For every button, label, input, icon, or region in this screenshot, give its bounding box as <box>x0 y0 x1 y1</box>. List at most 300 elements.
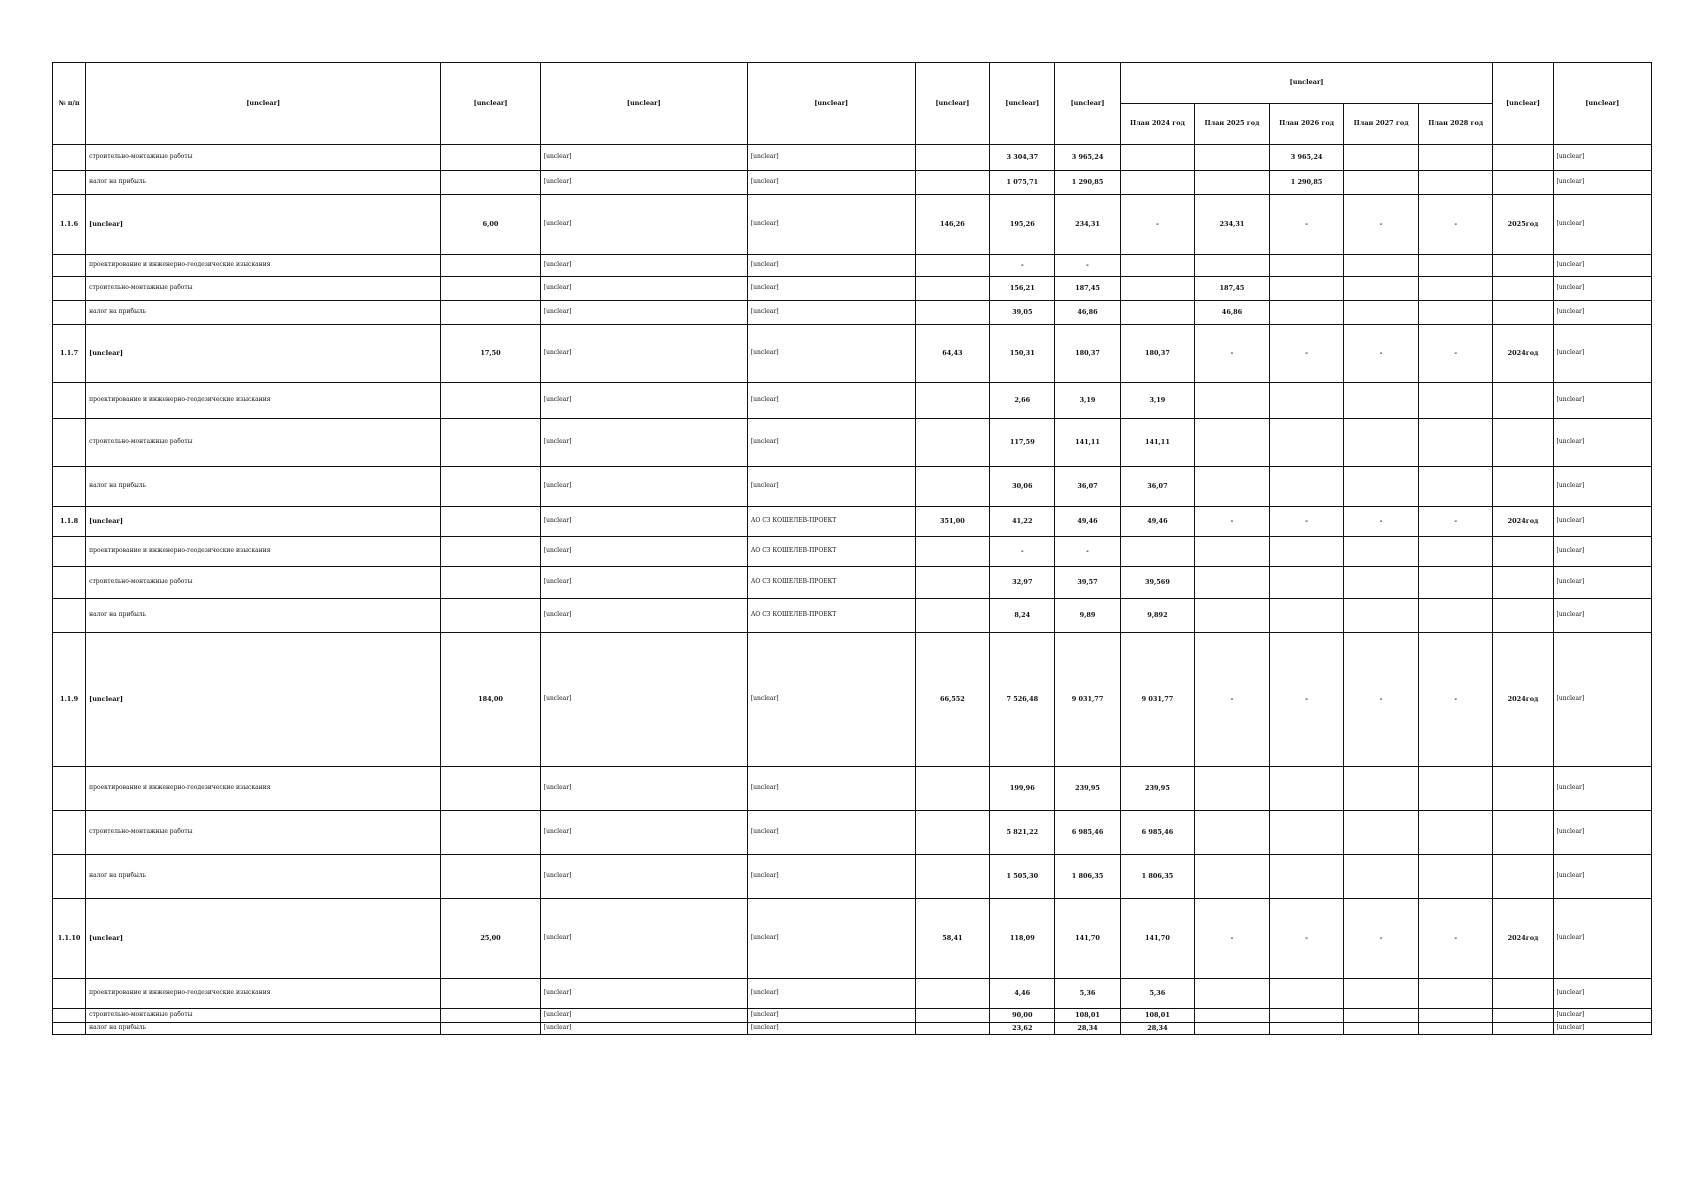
row-num <box>53 383 86 419</box>
row-year-2024 <box>1120 171 1195 195</box>
row-year-2028: - <box>1418 325 1493 383</box>
row-load <box>915 811 990 855</box>
row-year-2026: 3 965,24 <box>1269 145 1344 171</box>
row-year-2026 <box>1269 1023 1344 1035</box>
row-length <box>441 145 540 171</box>
row-load <box>915 567 990 599</box>
table-row-sub <box>53 419 1652 467</box>
row-funding-source: [unclear] <box>1553 325 1651 383</box>
row-year-2024 <box>1120 537 1195 567</box>
row-year-2024: 9 031,77 <box>1120 633 1195 767</box>
row-year-2027 <box>1344 599 1419 633</box>
row-event: проектирование и инженерно-геодезические изыскания <box>86 767 441 811</box>
header-subscriber: [unclear] <box>747 63 915 145</box>
row-object: [unclear] <box>540 145 747 171</box>
row-need-no-vat: - <box>990 255 1055 277</box>
row-connection-date <box>1493 419 1553 467</box>
row-need-vat: 3,19 <box>1055 383 1120 419</box>
row-funding-source: [unclear] <box>1553 507 1651 537</box>
row-connection-date <box>1493 599 1553 633</box>
row-year-2028 <box>1418 567 1493 599</box>
row-need-vat: 5,36 <box>1055 979 1120 1009</box>
row-connection-date <box>1493 979 1553 1009</box>
header-event-name: [unclear] <box>86 63 441 145</box>
row-event: проектирование и инженерно-геодезические изыскания <box>86 383 441 419</box>
row-year-2027 <box>1344 811 1419 855</box>
row-event: налог на прибыль <box>86 599 441 633</box>
row-year-2025: 46,86 <box>1195 301 1270 325</box>
row-year-2026: 1 290,85 <box>1269 171 1344 195</box>
table-row-sub <box>53 145 1652 171</box>
row-year-2028: - <box>1418 507 1493 537</box>
row-need-no-vat: 156,21 <box>990 277 1055 301</box>
row-object: [unclear] <box>540 255 747 277</box>
row-funding-source: [unclear] <box>1553 255 1651 277</box>
row-year-2027 <box>1344 567 1419 599</box>
row-object: [unclear] <box>540 811 747 855</box>
row-need-no-vat: 199,96 <box>990 767 1055 811</box>
row-object: [unclear] <box>540 633 747 767</box>
row-year-2028 <box>1418 467 1493 507</box>
row-year-2024: 108,01 <box>1120 1009 1195 1023</box>
row-year-2025 <box>1195 467 1270 507</box>
row-year-2024: - <box>1120 195 1195 255</box>
row-load: 58,41 <box>915 899 990 979</box>
row-need-vat: 39,57 <box>1055 567 1120 599</box>
row-object: [unclear] <box>540 419 747 467</box>
row-need-vat: 28,34 <box>1055 1023 1120 1035</box>
row-subscriber: АО СЗ КОШЕЛЕВ-ПРОЕКТ <box>747 599 915 633</box>
row-year-2028: - <box>1418 633 1493 767</box>
row-event: [unclear] <box>86 325 441 383</box>
row-year-2028 <box>1418 301 1493 325</box>
row-need-no-vat: 32,97 <box>990 567 1055 599</box>
row-need-vat: 9,89 <box>1055 599 1120 633</box>
row-funding-source: [unclear] <box>1553 1023 1651 1035</box>
row-event: [unclear] <box>86 899 441 979</box>
row-need-no-vat: 90,00 <box>990 1009 1055 1023</box>
row-year-2025 <box>1195 383 1270 419</box>
row-need-vat: 141,70 <box>1055 899 1120 979</box>
header-year-2028: План 2028 год <box>1418 104 1493 145</box>
row-num <box>53 979 86 1009</box>
row-year-2026 <box>1269 383 1344 419</box>
row-object: [unclear] <box>540 277 747 301</box>
row-length <box>441 419 540 467</box>
row-event: строительно-монтажные работы <box>86 811 441 855</box>
row-num <box>53 855 86 899</box>
header-object-name: [unclear] <box>540 63 747 145</box>
row-length <box>441 467 540 507</box>
row-load <box>915 171 990 195</box>
row-event: строительно-монтажные работы <box>86 419 441 467</box>
row-length <box>441 537 540 567</box>
table-row-sub <box>53 301 1652 325</box>
table-row-sub <box>53 811 1652 855</box>
row-year-2025 <box>1195 419 1270 467</box>
row-year-2027 <box>1344 171 1419 195</box>
row-need-vat: 234,31 <box>1055 195 1120 255</box>
row-need-no-vat: 2,66 <box>990 383 1055 419</box>
row-need-no-vat: 39,05 <box>990 301 1055 325</box>
row-event: строительно-монтажные работы <box>86 567 441 599</box>
row-need-no-vat: 4,46 <box>990 979 1055 1009</box>
row-length <box>441 767 540 811</box>
row-year-2025 <box>1195 855 1270 899</box>
row-need-vat: 9 031,77 <box>1055 633 1120 767</box>
header-year-2026: План 2026 год <box>1269 104 1344 145</box>
row-length <box>441 507 540 537</box>
row-event: налог на прибыль <box>86 301 441 325</box>
row-num: 1.1.8 <box>53 507 86 537</box>
row-event: [unclear] <box>86 633 441 767</box>
row-year-2026: - <box>1269 325 1344 383</box>
row-length <box>441 979 540 1009</box>
row-num <box>53 277 86 301</box>
table-body <box>53 145 1652 1035</box>
row-event: проектирование и инженерно-геодезические изыскания <box>86 537 441 567</box>
table-row-sub <box>53 599 1652 633</box>
row-subscriber: [unclear] <box>747 1023 915 1035</box>
row-year-2025: - <box>1195 633 1270 767</box>
row-year-2025 <box>1195 171 1270 195</box>
row-load <box>915 767 990 811</box>
row-year-2024: 36,07 <box>1120 467 1195 507</box>
row-event: строительно-монтажные работы <box>86 277 441 301</box>
row-connection-date: 2024год <box>1493 325 1553 383</box>
row-object: [unclear] <box>540 507 747 537</box>
table-row-sub <box>53 537 1652 567</box>
row-need-no-vat: 5 821,22 <box>990 811 1055 855</box>
row-subscriber: [unclear] <box>747 811 915 855</box>
row-event: налог на прибыль <box>86 171 441 195</box>
row-subscriber: [unclear] <box>747 979 915 1009</box>
row-year-2026: - <box>1269 195 1344 255</box>
row-need-no-vat: 3 304,37 <box>990 145 1055 171</box>
row-year-2028 <box>1418 855 1493 899</box>
row-load <box>915 599 990 633</box>
row-funding-source: [unclear] <box>1553 979 1651 1009</box>
table-row-sub <box>53 1009 1652 1023</box>
row-length: 6,00 <box>441 195 540 255</box>
table-row-sub <box>53 1023 1652 1035</box>
row-need-vat: 1 290,85 <box>1055 171 1120 195</box>
row-year-2027: - <box>1344 325 1419 383</box>
row-year-2024: 239,95 <box>1120 767 1195 811</box>
row-year-2028 <box>1418 171 1493 195</box>
row-year-2028: - <box>1418 899 1493 979</box>
row-need-vat: - <box>1055 537 1120 567</box>
row-subscriber: [unclear] <box>747 325 915 383</box>
row-load <box>915 467 990 507</box>
row-funding-source: [unclear] <box>1553 145 1651 171</box>
row-year-2026 <box>1269 419 1344 467</box>
row-year-2026 <box>1269 1009 1344 1023</box>
row-load: 64,43 <box>915 325 990 383</box>
row-year-2025: - <box>1195 899 1270 979</box>
row-object: [unclear] <box>540 467 747 507</box>
row-object: [unclear] <box>540 325 747 383</box>
row-funding-source: [unclear] <box>1553 633 1651 767</box>
row-num <box>53 467 86 507</box>
row-year-2028 <box>1418 277 1493 301</box>
row-length: 25,00 <box>441 899 540 979</box>
row-num: 1.1.9 <box>53 633 86 767</box>
row-object: [unclear] <box>540 855 747 899</box>
row-year-2025: 234,31 <box>1195 195 1270 255</box>
row-load <box>915 145 990 171</box>
row-year-2027 <box>1344 537 1419 567</box>
table-row-sub <box>53 255 1652 277</box>
row-object: [unclear] <box>540 1009 747 1023</box>
row-year-2026 <box>1269 767 1344 811</box>
row-subscriber: [unclear] <box>747 171 915 195</box>
row-need-no-vat: 150,31 <box>990 325 1055 383</box>
table-row-main <box>53 899 1652 979</box>
row-load <box>915 1009 990 1023</box>
row-year-2024: 9,892 <box>1120 599 1195 633</box>
header-year-2027: План 2027 год <box>1344 104 1419 145</box>
row-connection-date: 2024год <box>1493 633 1553 767</box>
row-year-2026: - <box>1269 507 1344 537</box>
row-connection-date <box>1493 255 1553 277</box>
row-length <box>441 855 540 899</box>
row-length <box>441 567 540 599</box>
row-object: [unclear] <box>540 171 747 195</box>
header-year-2025: План 2025 год <box>1195 104 1270 145</box>
row-funding-source: [unclear] <box>1553 599 1651 633</box>
row-year-2027 <box>1344 979 1419 1009</box>
row-num <box>53 537 86 567</box>
row-load <box>915 419 990 467</box>
row-connection-date <box>1493 767 1553 811</box>
row-year-2028 <box>1418 255 1493 277</box>
row-year-2027 <box>1344 1009 1419 1023</box>
row-length: 17,50 <box>441 325 540 383</box>
table-row-sub <box>53 467 1652 507</box>
row-event: налог на прибыль <box>86 855 441 899</box>
row-year-2027 <box>1344 255 1419 277</box>
row-funding-source: [unclear] <box>1553 567 1651 599</box>
row-year-2026 <box>1269 277 1344 301</box>
row-year-2027 <box>1344 145 1419 171</box>
row-connection-date <box>1493 855 1553 899</box>
row-year-2025 <box>1195 567 1270 599</box>
row-year-2025 <box>1195 255 1270 277</box>
row-year-2025 <box>1195 145 1270 171</box>
row-year-2025 <box>1195 767 1270 811</box>
row-connection-date <box>1493 301 1553 325</box>
row-subscriber: [unclear] <box>747 383 915 419</box>
table-row-sub <box>53 383 1652 419</box>
row-year-2025 <box>1195 599 1270 633</box>
row-num <box>53 811 86 855</box>
row-need-no-vat: 1 505,30 <box>990 855 1055 899</box>
header-load: [unclear] <box>915 63 990 145</box>
row-funding-source: [unclear] <box>1553 383 1651 419</box>
row-num <box>53 145 86 171</box>
row-load <box>915 537 990 567</box>
row-connection-date <box>1493 567 1553 599</box>
row-object: [unclear] <box>540 979 747 1009</box>
row-year-2027 <box>1344 277 1419 301</box>
header-num: № п/п <box>53 63 86 145</box>
row-need-vat: 141,11 <box>1055 419 1120 467</box>
row-year-2026 <box>1269 855 1344 899</box>
row-funding-source: [unclear] <box>1553 301 1651 325</box>
row-num <box>53 419 86 467</box>
row-year-2025: 187,45 <box>1195 277 1270 301</box>
row-object: [unclear] <box>540 537 747 567</box>
row-connection-date <box>1493 467 1553 507</box>
row-num <box>53 301 86 325</box>
row-funding-source: [unclear] <box>1553 767 1651 811</box>
row-year-2026 <box>1269 301 1344 325</box>
row-subscriber: АО СЗ КОШЕЛЕВ-ПРОЕКТ <box>747 537 915 567</box>
row-subscriber: [unclear] <box>747 855 915 899</box>
table-row-main <box>53 507 1652 537</box>
row-load <box>915 979 990 1009</box>
row-load: 351,00 <box>915 507 990 537</box>
row-year-2025: - <box>1195 325 1270 383</box>
row-year-2026 <box>1269 467 1344 507</box>
row-year-2027: - <box>1344 195 1419 255</box>
row-object: [unclear] <box>540 767 747 811</box>
row-connection-date <box>1493 145 1553 171</box>
row-num <box>53 1023 86 1035</box>
header-connection-date: [unclear] <box>1493 63 1553 145</box>
row-connection-date <box>1493 277 1553 301</box>
row-funding-source: [unclear] <box>1553 277 1651 301</box>
table-row-main <box>53 633 1652 767</box>
row-need-vat: 108,01 <box>1055 1009 1120 1023</box>
row-num <box>53 171 86 195</box>
row-need-no-vat: 8,24 <box>990 599 1055 633</box>
row-year-2028 <box>1418 767 1493 811</box>
row-funding-source: [unclear] <box>1553 467 1651 507</box>
row-year-2028 <box>1418 419 1493 467</box>
row-subscriber: [unclear] <box>747 467 915 507</box>
row-year-2025 <box>1195 1023 1270 1035</box>
row-load <box>915 255 990 277</box>
row-subscriber: [unclear] <box>747 899 915 979</box>
row-subscriber: [unclear] <box>747 767 915 811</box>
row-event: [unclear] <box>86 195 441 255</box>
row-object: [unclear] <box>540 195 747 255</box>
row-year-2024 <box>1120 255 1195 277</box>
row-year-2026 <box>1269 255 1344 277</box>
row-year-2024 <box>1120 277 1195 301</box>
row-year-2028 <box>1418 979 1493 1009</box>
row-year-2027: - <box>1344 507 1419 537</box>
row-need-vat: 1 806,35 <box>1055 855 1120 899</box>
row-year-2028 <box>1418 1023 1493 1035</box>
row-year-2026 <box>1269 979 1344 1009</box>
row-year-2025 <box>1195 979 1270 1009</box>
row-funding-source: [unclear] <box>1553 195 1651 255</box>
row-need-no-vat: 30,06 <box>990 467 1055 507</box>
row-num: 1.1.10 <box>53 899 86 979</box>
row-object: [unclear] <box>540 899 747 979</box>
row-object: [unclear] <box>540 383 747 419</box>
row-year-2027 <box>1344 767 1419 811</box>
row-connection-date <box>1493 383 1553 419</box>
row-subscriber: [unclear] <box>747 255 915 277</box>
row-object: [unclear] <box>540 599 747 633</box>
row-year-2024 <box>1120 301 1195 325</box>
row-year-2027: - <box>1344 899 1419 979</box>
row-need-no-vat: 1 075,71 <box>990 171 1055 195</box>
row-need-no-vat: 118,09 <box>990 899 1055 979</box>
row-year-2024: 180,37 <box>1120 325 1195 383</box>
row-length <box>441 1023 540 1035</box>
row-object: [unclear] <box>540 1023 747 1035</box>
header-length: [unclear] <box>441 63 540 145</box>
row-subscriber: [unclear] <box>747 195 915 255</box>
row-need-no-vat: 117,59 <box>990 419 1055 467</box>
row-connection-date <box>1493 1023 1553 1035</box>
row-year-2028 <box>1418 599 1493 633</box>
header-year-2024: План 2024 год <box>1120 104 1195 145</box>
row-length <box>441 301 540 325</box>
row-event: [unclear] <box>86 507 441 537</box>
row-num <box>53 255 86 277</box>
row-need-vat: - <box>1055 255 1120 277</box>
row-year-2027 <box>1344 855 1419 899</box>
table-row-sub <box>53 567 1652 599</box>
row-event: налог на прибыль <box>86 467 441 507</box>
header-need-vat: [unclear] <box>1055 63 1120 145</box>
row-funding-source: [unclear] <box>1553 899 1651 979</box>
row-subscriber: [unclear] <box>747 1009 915 1023</box>
row-subscriber: АО СЗ КОШЕЛЕВ-ПРОЕКТ <box>747 567 915 599</box>
row-event: проектирование и инженерно-геодезические изыскания <box>86 255 441 277</box>
row-need-no-vat: 23,62 <box>990 1023 1055 1035</box>
row-event: строительно-монтажные работы <box>86 145 441 171</box>
row-year-2024: 141,11 <box>1120 419 1195 467</box>
row-length <box>441 599 540 633</box>
row-funding-source: [unclear] <box>1553 1009 1651 1023</box>
row-load <box>915 383 990 419</box>
row-need-vat: 36,07 <box>1055 467 1120 507</box>
row-load <box>915 301 990 325</box>
row-need-no-vat: 195,26 <box>990 195 1055 255</box>
row-subscriber: АО СЗ КОШЕЛЕВ-ПРОЕКТ <box>747 507 915 537</box>
table-row-sub <box>53 171 1652 195</box>
row-need-no-vat: - <box>990 537 1055 567</box>
row-funding-source: [unclear] <box>1553 537 1651 567</box>
row-year-2024: 5,36 <box>1120 979 1195 1009</box>
row-year-2027 <box>1344 1023 1419 1035</box>
row-year-2025 <box>1195 811 1270 855</box>
row-year-2024: 6 985,46 <box>1120 811 1195 855</box>
table-row-sub <box>53 767 1652 811</box>
row-length <box>441 811 540 855</box>
row-num <box>53 767 86 811</box>
row-connection-date: 2024год <box>1493 899 1553 979</box>
row-year-2028 <box>1418 1009 1493 1023</box>
row-length <box>441 1009 540 1023</box>
row-num: 1.1.6 <box>53 195 86 255</box>
table-row-sub <box>53 855 1652 899</box>
row-num <box>53 567 86 599</box>
row-subscriber: [unclear] <box>747 301 915 325</box>
header-funding-source: [unclear] <box>1553 63 1651 145</box>
table-row-main <box>53 195 1652 255</box>
row-year-2026: - <box>1269 899 1344 979</box>
row-year-2027 <box>1344 301 1419 325</box>
table-row-sub <box>53 277 1652 301</box>
